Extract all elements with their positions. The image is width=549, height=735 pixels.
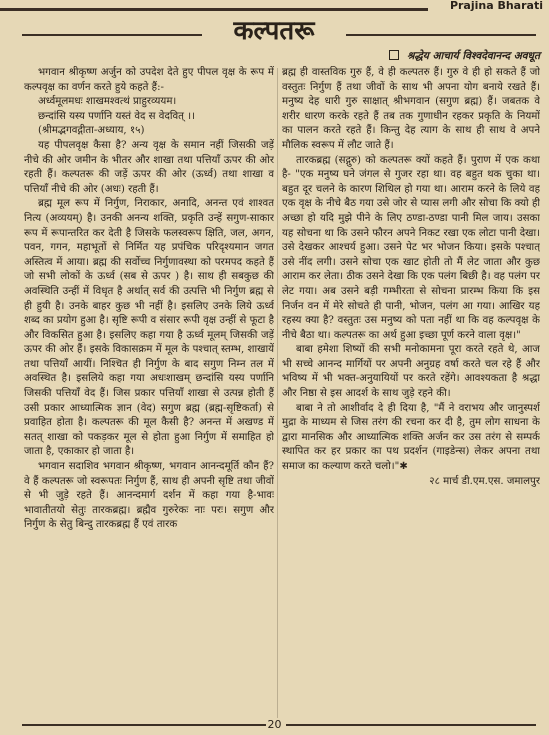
- column-divider: [277, 68, 278, 718]
- body-paragraph: तारकब्रह्म (सद्गुरु) को कल्पतरू क्यों कहते हैं। पुराण में एक कथा है- "एक मनुष्य घने जंगल से गुजर रहा था। वह बहुत थक चुका था। बहुत दूर चलने के कारण शिथिल हो गया था। आराम करने के लिये वह एक वृक्ष के नीचे बैठ गया उसे जोर से प्यास लगी और सोचा कि क्यो ही अच्छा हो यदि मुझे पीने के लिए ठण्डा-ठण्डा पानी मिल जाय। उसका यह सोचना था कि उसने फौरन अपने निकट रखा एक लोटा पानी देखा। उसे देखकर आश्चर्य हुआ। उसने पेट भर भोजन किया। इसके पश्चात् उसे नींद लगी। उसने सोचा एक खाट होती तो मैं लेट जाता और कुछ आराम कर लेता। ठीक उसने देखा कि एक पलंग बिछी है। वह पलंग पर लेट गया। अब उसने बड़ी गम्भीरता से सोचना प्रारम्भ किया कि इस निर्जन वन में मेरे सोचते ही पानी, भोजन, पलंग आ गया। आखिर यह रहस्य क्या है? वस्तुतः उस मनुष्य को पता नहीं था कि वह कल्पवृक्ष के नीचे बैठा था। कल्पतरू का अर्थ हुआ इच्छा पूर्ण करने वाला वृक्ष।": [282, 154, 540, 341]
- magazine-name: Prajina Bharati: [449, 0, 543, 12]
- article-title: कल्पतरू: [233, 16, 315, 46]
- intro-paragraph: भगवान श्रीकृष्ण अर्जुन को उपदेश देते हुए पीपल वृक्ष के रूप में कल्पवृक्ष का वर्णन करते हुये कहते हैं:-: [24, 67, 274, 93]
- verse-citation: (श्रीमद्भगवद्गीता-अध्याय, १५): [38, 125, 145, 137]
- left-column: [24, 66, 274, 716]
- page-number: 20: [267, 718, 282, 731]
- magazine-header: [0, 0, 549, 12]
- author-byline: [300, 49, 540, 63]
- body-paragraph: ब्रह्म ही वास्तविक गुरु हैं, वे ही कल्पतरु हैं। गुरु वे ही हो सकते हैं जो वस्तुतः निर्गुण हैं तथा जीवों के साथ भी अपना योग बनाये रखते हैं। मनुष्य देह धारी गुरु साक्षात् श्रीभगवान (सगुण ब्रह्म) हैं। जबतक वे शरीर धारण करके रहते हैं तब तक गुणाधीन रहकर प्रकृति के नियमों का पालन करते रहते हैं। किन्तु देह त्याग के साथ ही साथ वे अपने मौलिक स्वरूप में लौट जाते हैं।: [282, 67, 540, 151]
- square-bullet-icon: [389, 50, 399, 60]
- date-place-line: २८ मार्च डी.एम.एस. जमालपुर: [429, 475, 540, 487]
- title-rule-left: [22, 34, 202, 36]
- verse-line-2: छन्दांसि यस्य पर्णानि यस्तं वेद स वेदवित् ।।: [38, 110, 195, 122]
- title-rule-right: [346, 34, 536, 36]
- right-column: [282, 66, 540, 716]
- body-paragraph: यह पीपलवृक्ष कैसा है? अन्य वृक्ष के समान नहीं जिसकी जड़ें नीचे की ओर जमीन के भीतर और शाखा तथा पत्तियाँ ऊपर की ओर रहती हैं। कल्पतरू की जड़ें ऊपर की ओर (ऊर्ध्व) तथा शाखा व पत्तियाँ नीचे की ओर (अधः) रहती हैं।: [24, 139, 274, 195]
- author-name: श्रद्धेय आचार्य विश्वदेवानन्द अवधूत: [406, 50, 540, 62]
- body-paragraph: भगवान सदाशिव भगवान श्रीकृष्ण, भगवान आनन्दमूर्ति कौन हैं? वे हैं कल्पतरू जो स्वरूपतः निर्गुण हैं, साथ ही अपनी सृष्टि तथा जीवों से भी जुड़े रहते हैं। आनन्दमार्ग दर्शन में कहा गया है-भावः भावातीतयो सेतुः तारकब्रह्म। ब्रह्मैव गुरुरेकः नाः परः। सगुण और निर्गुण के सेतु बिन्दु तारकब्रह्म हैं एवं तारक: [24, 461, 274, 531]
- title-block: [0, 14, 549, 48]
- body-paragraph: ब्रह्म मूल रूप में निर्गुण, निराकार, अनादि, अनन्त एवं शाश्वत नित्य (अव्ययम्) है। उनकी अनन्य शक्ति, प्रकृति उन्हें सगुण-साकार रूप में रूपान्तरित कर देती है जिसके फलस्वरूप क्षिति, जल, अगन, पवन, गगन, महाभूतों से निर्मित यह प्रपंचिक परिदृश्यमान जगत अस्तित्व में आया। ब्रह्म की सर्वोच्च निर्गुणावस्था को परमपद कहते हैं जो सभी लोकों के ऊर्ध्व (सब से ऊपर ) है। साथ ही सबकुछ की अवस्थिति उन्हीं में विधृत है अर्थात् सर्व की उत्पत्ति भी निर्गुण ब्रह्म से ही हुयी है। उनके बाहर कुछ भी नहीं है। इसलिए उनके लिये ऊर्ध्व शब्द का प्रयोग हुआ है। सृष्टि रूपी व संसार रूपी वृक्ष उन्हीं से फूटा है और विकसित हुआ है। इसलिए कहा गया है ऊर्ध्व मूलम् जिसकी जड़ें ऊपर की ओर हैं। इसके विकासक्रम में मूल के पश्चात् स्तम्भ, शाखायें तथा पत्तियाँ आयीं। निश्चित ही निर्गुण के बाद सगुण निम्न तल में अवस्थित है। इसलिये कहा गया अधःशाखम् छन्दांसि यस्य पर्णानि जिसकी पत्तियाँ वेद हैं। जिस प्रकार पत्तियाँ शाखा से उत्पन्न होती हैं उसी प्रकार आध्यात्मिक ज्ञान (वेद) सगुण ब्रह्म (ब्रह्म-सृष्टिकर्ता) से प्रवाहित होता है। कल्पतरू की मूल कैसी है? अनन्त में अखण्ड में सतत् शाखा को पकड़कर मूल से होता हुआ निर्गुण में समाहित हो जाता है, एकाकार हो जाता है।: [24, 198, 274, 458]
- header-rule: [0, 8, 428, 11]
- body-paragraph: बाबा ने तो आशीर्वाद दे ही दिया है, "मैं ने वराभय और जानुस्पर्श मुद्रा के माध्यम से जिस तरंग की रचना कर दी है, तुम लोग साधना के द्वारा मानसिक और आध्यात्मिक शक्ति अर्जन कर उस तरंग से सम्पर्क स्थापित कर हर प्रकार का पथ प्रदर्शन (गाइडेन्स) लेकर अपना तथा समाज का कल्याण करते चलो।"✱: [282, 402, 540, 473]
- footer-rule-right: [286, 724, 536, 726]
- verse-line-1: अर्ध्वमूलमधः शाखमश्वत्थं प्राहुरव्ययम।: [38, 96, 177, 108]
- body-paragraph: बाबा हमेशा शिष्यों की सभी मनोकामना पूरा करते रहते थे, आज भी सच्चे आनन्द मार्गियों पर अपनी अनुग्रह वर्षा करते चल रहे हैं और भविष्य में भी भक्त-अनुयायियों पर करते रहेंगे। आवश्यकता है श्रद्धा और निष्ठा से इस आदर्श के साथ जुड़े रहने की।: [282, 344, 540, 400]
